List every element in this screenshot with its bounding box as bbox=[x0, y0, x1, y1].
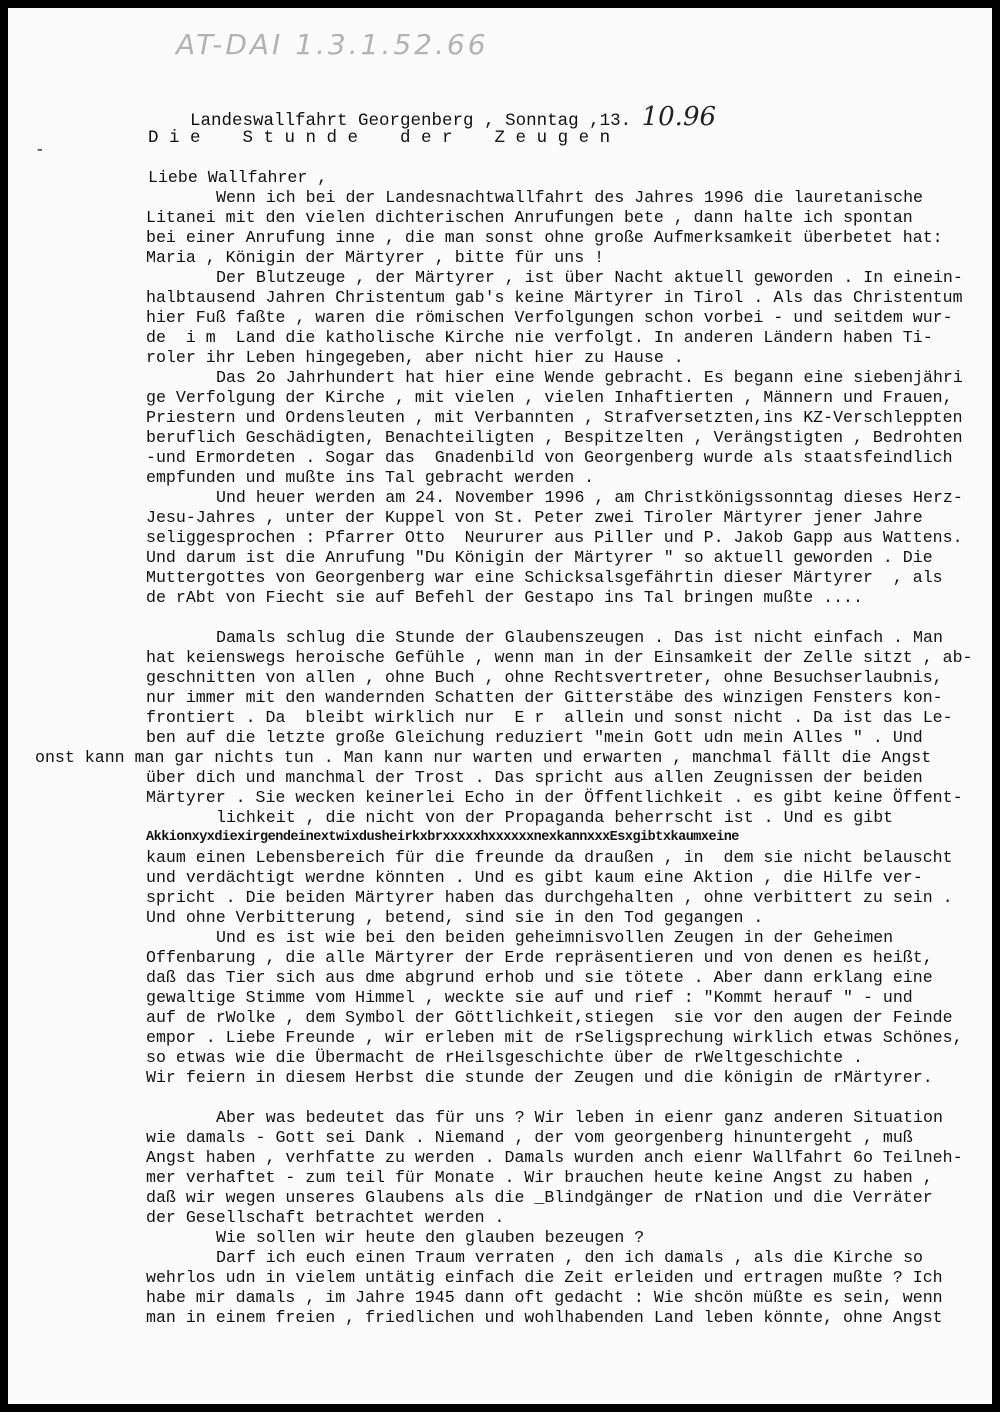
text-line: Angst haben , verhfatte zu werden . Damals wurden anch eienr Wallfahrt 6o Teilneh- bbox=[146, 1148, 963, 1167]
text-line: Priestern und Ordensleuten , mit Verbannten , Strafversetzten,ins KZ-Verschleppten bbox=[146, 408, 963, 427]
text-line: Wir feiern in diesem Herbst die stunde der Zeugen und die königin de rMärtyrer. bbox=[146, 1068, 933, 1087]
margin-mark: - bbox=[35, 141, 45, 159]
text-line: Und es ist wie bei den beiden geheimnisvollen Zeugen in der Geheimen bbox=[216, 928, 894, 947]
text-line: Märtyrer . Sie wecken keinerlei Echo in der Öffentlichkeit . es gibt keine Öffent- bbox=[146, 788, 963, 807]
salutation: Liebe Wallfahrer , bbox=[148, 168, 328, 187]
text-line: Litanei mit den vielen dichterischen Anrufungen bete , dann halte ich spontan bbox=[146, 208, 913, 227]
text-line: auf de rWolke , dem Symbol der Göttlichkeit,stiegen sie vor den augen der Feinde bbox=[146, 1008, 953, 1027]
text-line: halbtausend Jahren Christentum gab's keine Märtyrer in Tirol . Als das Christentum bbox=[146, 288, 963, 307]
text-line: spricht . Die beiden Märtyrer haben das durchgehalten , ohne verbittert zu sein . bbox=[146, 888, 953, 907]
text-line: bei einer Anrufung inne , die man sonst ohne große Aufmerksamkeit überbetet hat: bbox=[146, 228, 943, 247]
text-line: der Gesellschaft betrachtet werden . bbox=[146, 1208, 505, 1227]
text-line: hier Fuß faßte , waren die römischen Verfolgungen schon vorbei - und seitdem wur- bbox=[146, 308, 953, 327]
text-line: frontiert . Da bleibt wirklich nur E r allein und sonst nicht . Da ist das Le- bbox=[146, 708, 953, 727]
text-line: man in einem freien , friedlichen und wohlhabenden Land leben könnte, ohne Angst bbox=[146, 1308, 943, 1327]
text-line: mer verhaftet - zum teil für Monate . Wir brauchen heute keine Angst zu haben , bbox=[146, 1168, 933, 1187]
document-page bbox=[8, 8, 992, 1404]
text-line: empfunden und mußte ins Tal gebracht werden . bbox=[146, 468, 595, 487]
text-line: Das 2o Jahrhundert hat hier eine Wende gebracht. Es begann eine siebenjähri bbox=[216, 368, 963, 387]
text-line: -und Ermordeten . Sogar das Gnadenbild von Georgenberg wurde als staatsfeindlich bbox=[146, 448, 953, 467]
text-line: Aber was bedeutet das für uns ? Wir leben in eienr ganz anderen Situation bbox=[216, 1108, 943, 1127]
header-text: Landeswallfahrt Georgenberg , Sonntag ,13. bbox=[190, 111, 642, 131]
text-line: Und ohne Verbitterung , betend, sind sie in den Tod gegangen . bbox=[146, 908, 764, 927]
text-line: empor . Liebe Freunde , wir erleben mit de rSeligsprechung wirklich etwas Schönes, bbox=[146, 1028, 963, 1047]
text-line: hat keienswegs heroische Gefühle , wenn man in der Einsamkeit der Zelle sitzt , ab- bbox=[146, 648, 973, 667]
text-line: Jesu-Jahres , unter der Kuppel von St. Peter zwei Tiroler Märtyrer jener Jahre bbox=[146, 508, 923, 527]
text-line: Und heuer werden am 24. November 1996 , am Christkönigssonntag dieses Herz- bbox=[216, 488, 963, 507]
text-line: wie damals - Gott sei Dank . Niemand , der vom georgenberg hinuntergeht , muß bbox=[146, 1128, 913, 1147]
text-line: onst kann man gar nichts tun . Man kann nur warten und erwarten , manchmal fällt die Angst bbox=[35, 748, 932, 767]
text-line: ge Verfolgung der Kirche , mit vielen , vielen Inhaftierten , Männern und Frauen, bbox=[146, 388, 953, 407]
text-line: Und darum ist die Anrufung "Du Königin der Märtyrer " so aktuell geworden . Die bbox=[146, 548, 933, 567]
text-line: de i m Land die katholische Kirche nie verfolgt. In anderen Ländern haben Ti- bbox=[146, 328, 933, 347]
text-line: kaum einen Lebensbereich für die freunde da draußen , in dem sie nicht belauscht bbox=[146, 848, 953, 867]
text-line: so etwas wie die Übermacht de rHeilsgeschichte über de rWeltgeschichte . bbox=[146, 1048, 863, 1067]
text-line: roler ihr Leben hingegeben, aber nicht hier zu Hause . bbox=[146, 348, 684, 367]
text-line: habe mir damals , im Jahre 1945 dann oft gedacht : Wie shcön müßte es sein, wenn bbox=[146, 1288, 943, 1307]
text-line: nur immer mit den wandernden Schatten der Gitterstäbe des winzigen Fensters kon- bbox=[146, 688, 943, 707]
text-line: und verdächtigt werdne könnten . Und es gibt kaum eine Aktion , die Hilfe ver- bbox=[146, 868, 923, 887]
text-line: Muttergottes von Georgenberg war eine Schicksalsgefährtin dieser Märtyrer , als bbox=[146, 568, 943, 587]
text-line: Offenbarung , die alle Märtyrer der Erde repräsentieren und von denen es heißt, bbox=[146, 948, 933, 967]
text-line: Wenn ich bei der Landesnachtwallfahrt des Jahres 1996 die lauretanische bbox=[216, 188, 924, 207]
text-line: Maria , Königin der Märtyrer , bitte für uns ! bbox=[146, 248, 605, 267]
text-line: über dich und manchmal der Trost . Das spricht aus allen Zeugnissen der beiden bbox=[146, 768, 923, 787]
archive-stamp: AT-DAI 1.3.1.52.66 bbox=[176, 28, 489, 61]
struck-through-line: AkkionxyxdiexirgendeinextwixdusheirkxbrxxxxxhxxxxxxnexkannxxxEsxgibtxkaumxeine bbox=[146, 830, 739, 845]
handwritten-date: 10.96 bbox=[641, 102, 717, 132]
text-line: geschnitten von allen , ohne Buch , ohne Rechtsvertreter, ohne Besuchserlaubnis, bbox=[146, 668, 943, 687]
text-line: beruflich Geschädigten, Benachteiligten , Bespitzelten , Verängstigten , Bedrohten bbox=[146, 428, 963, 447]
text-line: Darf ich euch einen Traum verraten , den ich damals , als die Kirche so bbox=[216, 1248, 924, 1267]
text-line: Wie sollen wir heute den glauben bezeugen ? bbox=[216, 1228, 645, 1247]
text-line: Damals schlug die Stunde der Glaubenszeugen . Das ist nicht einfach . Man bbox=[216, 628, 943, 647]
document-title: D i e S t u n d e d e r Z e u g e n bbox=[148, 128, 611, 148]
text-line: ben auf die letzte große Gleichung reduziert "mein Gott udn mein Alles " . Und bbox=[146, 728, 923, 747]
text-line: Der Blutzeuge , der Märtyrer , ist über Nacht aktuell geworden . In einein- bbox=[216, 268, 963, 287]
text-line: seliggesprochen : Pfarrer Otto Neururer aus Piller und P. Jakob Gapp aus Wattens. bbox=[146, 528, 963, 547]
text-line: daß das Tier sich aus dme abgrund erhob und sie tötete . Aber dann erklang eine bbox=[146, 968, 933, 987]
text-line: wehrlos udn in vielem untätig einfach die Zeit erleiden und ertragen mußte ? Ich bbox=[146, 1268, 943, 1287]
text-line: daß wir wegen unseres Glaubens als die _Blindgänger de rNation und die Verräter bbox=[146, 1188, 933, 1207]
text-line: lichkeit , die nicht von der Propaganda beherrscht ist . Und es gibt bbox=[216, 808, 894, 827]
text-line: gewaltige Stimme vom Himmel , weckte sie auf und rief : "Kommt herauf " - und bbox=[146, 988, 913, 1007]
text-line: de rAbt von Fiecht sie auf Befehl der Gestapo ins Tal bringen mußte .... bbox=[146, 588, 863, 607]
